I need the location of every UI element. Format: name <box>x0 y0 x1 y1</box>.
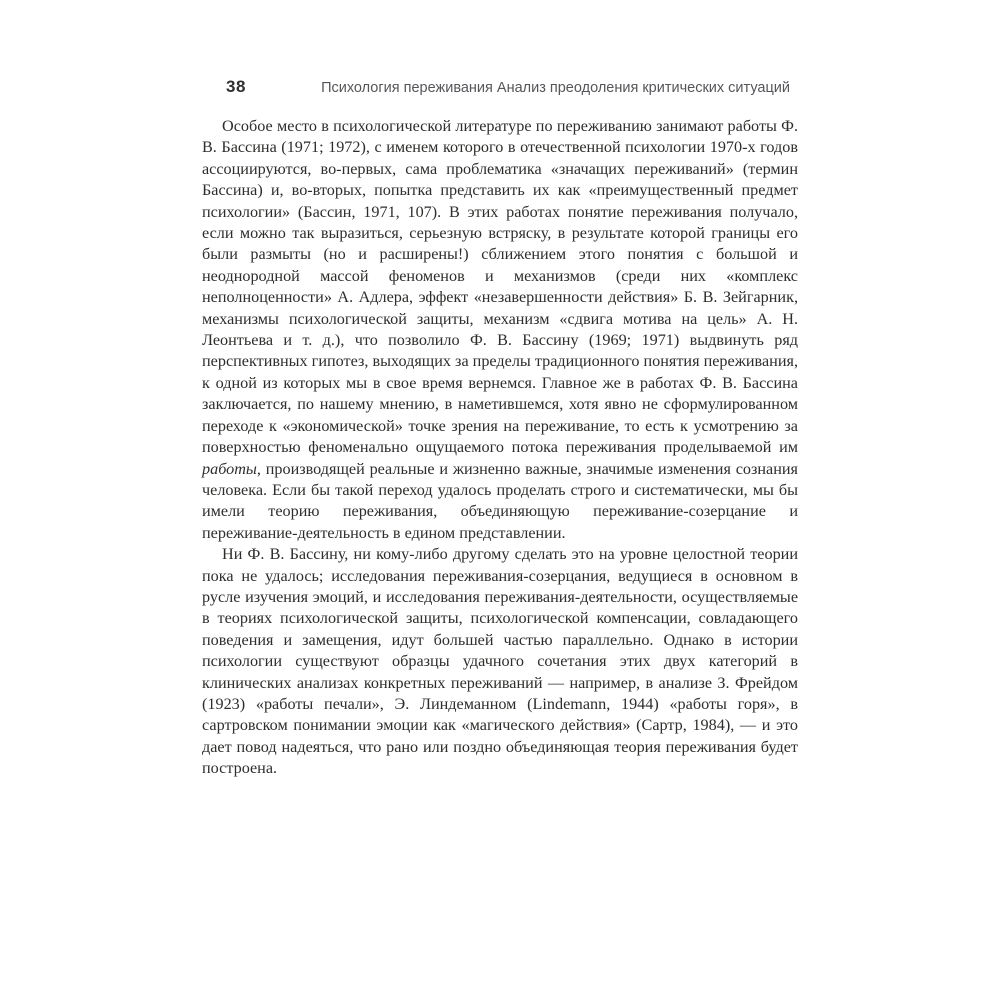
paragraph-1-text-after-italic: , производящей реальные и жизненно важные, значимые изменения сознания человека. Если бы такой переход удалось проделать строго и систематически, мы бы имели теорию переживания, объединяющую переживание-созерцание и переживание-деятельность в едином представлении. <box>202 459 798 542</box>
paragraph-1-text-before-italic: Особое место в психологической литературе по переживанию занимают работы Ф. В. Бассина (1971; 1972), с именем которого в отечественной психологии 1970-х годов ассоциируются, во-первых, сама проблематика «значащих переживаний» (термин Бассина) и, во-вторых, попытка представить их как «преимущественный предмет психологии» (Бассин, 1971, 107). В этих работах понятие переживания получало, если можно так выразиться, серьезную встряску, в результате которой границы его были размыты (но и расширены!) сближением этого понятия с большой и неоднородной массой феноменов и механизмов (среди них «комплекс неполноценности» А. Адлера, эффект «незавершенности действия» Б. В. Зейгарник, механизмы психологической защиты, механизм «сдвига мотива на цель» А. Н. Леонтьева и т. д.), что позволило Ф. В. Бассину (1969; 1971) выдвинуть ряд перспективных гипотез, выходящих за пределы традиционного понятия переживания, к одной из которых мы в свое время вернемся. Главное же в работах Ф. В. Бассина заключается, по нашему мнению, в наметившемся, хотя явно не сформулированном переходе к «экономической» точке зрения на переживание, то есть к усмотрению за поверхностью феноменально ощущаемого потока переживания проделываемой им <box>202 117 798 457</box>
paragraph-2: Ни Ф. В. Бассину, ни кому-либо другому сделать это на уровне целостной теории пока не удалось; исследования переживания-созерцания, ведущиеся в основном в русле изучения эмоций, и исследования переживания-деятельности, осуществляемые в теориях психологической защиты, психологической компенсации, совладающего поведения и замещения, идут большей частью параллельно. Однако в истории психологии существуют образцы удачного сочетания этих двух категорий в клинических анализах конкретных переживаний — например, в анализе З. Фрейдом (1923) «работы печали», Э. Линдеманном (Lindemann, 1944) «работы горя», в сартровском понимании эмоции как «магического действия» (Сартр, 1984), — и это дает повод надеяться, что рано или поздно объединяющая теория переживания будет построена. <box>202 545 798 778</box>
page-number: 38 <box>226 77 246 96</box>
paragraph-1 <box>202 116 798 544</box>
body-text <box>202 116 798 780</box>
page-header <box>202 77 798 97</box>
paragraph-1-italic-word: работы <box>202 459 257 478</box>
running-title: Психология переживания Анализ преодоления критических ситуаций <box>321 80 790 96</box>
